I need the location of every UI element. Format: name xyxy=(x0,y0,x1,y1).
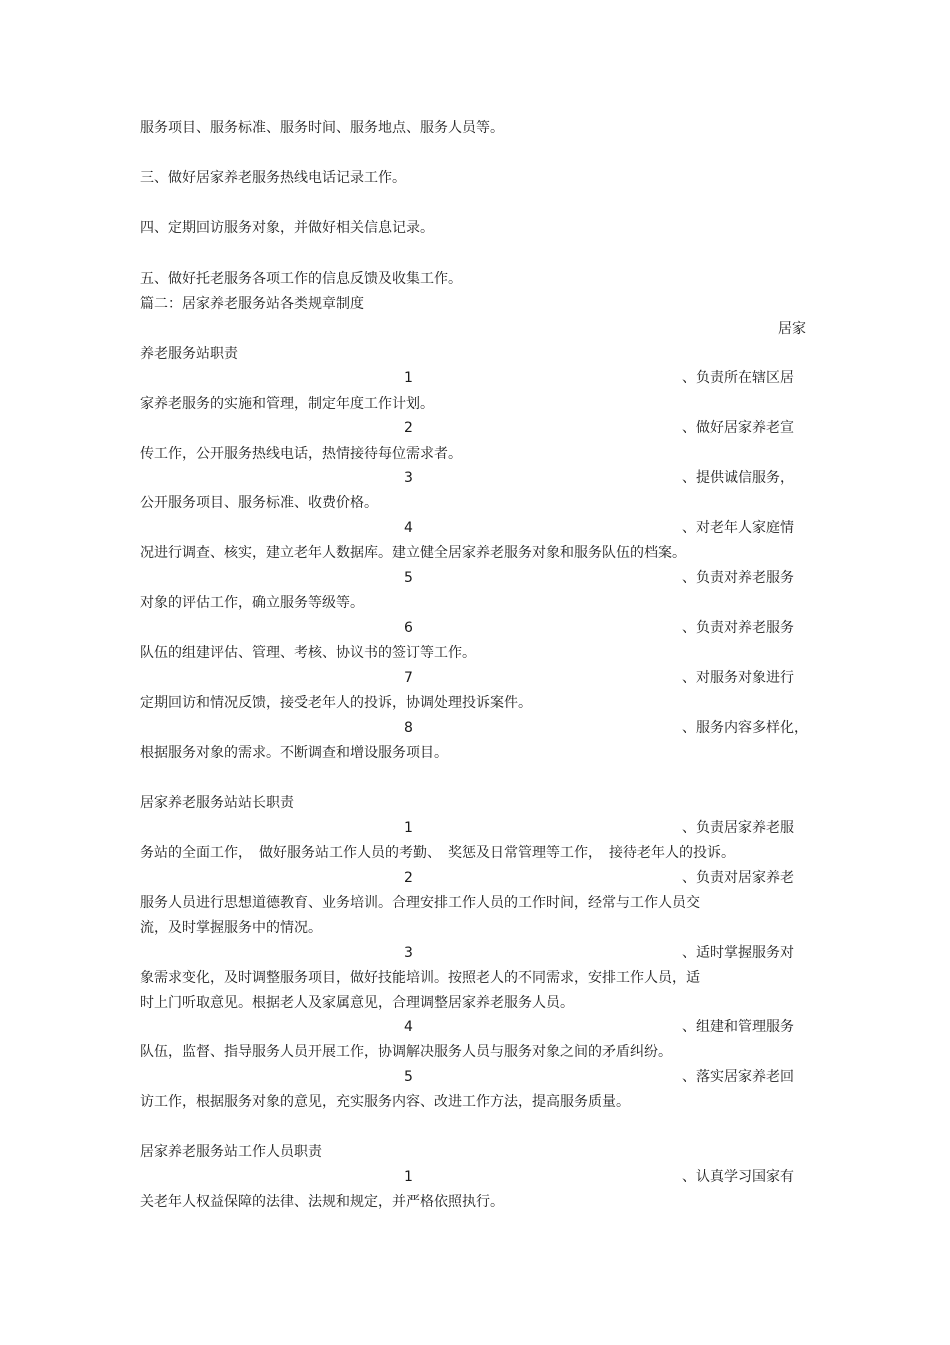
item-text: 服务人员进行思想道德教育、业务培训。合理安排工作人员的工作时间，经常与工作人员交 xyxy=(140,895,700,911)
item-text-right: 、对服务对象进行 xyxy=(682,670,794,686)
item-number: 1 xyxy=(404,1169,413,1185)
item-number: 2 xyxy=(404,420,413,436)
item-text: 根据服务对象的需求。不断调查和增设服务项目。 xyxy=(140,745,448,761)
item-number: 2 xyxy=(404,870,413,886)
item-text-right: 、负责对养老服务 xyxy=(682,620,794,636)
item-number: 5 xyxy=(404,1069,413,1085)
text-line: 五、做好托老服务各项工作的信息反馈及收集工作。 xyxy=(140,271,462,287)
section-title: 养老服务站职责 xyxy=(140,346,238,362)
section-title: 居家养老服务站站长职责 xyxy=(140,795,294,811)
item-text: 流，及时掌握服务中的情况。 xyxy=(140,920,322,936)
item-text-right: 、负责所在辖区居 xyxy=(682,370,794,386)
item-text-right: 、负责居家养老服 xyxy=(682,820,794,836)
item-text: 况进行调查、核实，建立老年人数据库。建立健全居家养老服务对象和服务队伍的档案。 xyxy=(140,545,686,561)
item-text: 时上门听取意见。根据老人及家属意见，合理调整居家养老服务人员。 xyxy=(140,995,574,1011)
text-line: 四、定期回访服务对象，并做好相关信息记录。 xyxy=(140,220,434,236)
item-number: 4 xyxy=(404,520,413,536)
section-title-part: 居家 xyxy=(778,321,806,337)
item-text: 家养老服务的实施和管理，制定年度工作计划。 xyxy=(140,396,434,412)
item-text: 访工作，根据服务对象的意见，充实服务内容、改进工作方法，提高服务质量。 xyxy=(140,1094,630,1110)
item-text: 队伍的组建评估、管理、考核、协议书的签订等工作。 xyxy=(140,645,476,661)
item-text-right: 、落实居家养老回 xyxy=(682,1069,794,1085)
item-text: 关老年人权益保障的法律、法规和规定，并严格依照执行。 xyxy=(140,1194,504,1210)
item-text: 务站的全面工作， 做好服务站工作人员的考勤、 奖惩及日常管理等工作， 接待老年人的投诉。 xyxy=(140,845,735,861)
section-title: 居家养老服务站工作人员职责 xyxy=(140,1144,322,1160)
item-text: 队伍，监督、指导服务人员开展工作，协调解决服务人员与服务对象之间的矛盾纠纷。 xyxy=(140,1044,672,1060)
item-text: 对象的评估工作，确立服务等级等。 xyxy=(140,595,364,611)
item-text: 传工作，公开服务热线电话，热情接待每位需求者。 xyxy=(140,446,462,462)
item-text: 公开服务项目、服务标准、收费价格。 xyxy=(140,495,378,511)
item-number: 1 xyxy=(404,370,413,386)
item-number: 5 xyxy=(404,570,413,586)
item-number: 6 xyxy=(404,620,413,636)
item-text-right: 、组建和管理服务 xyxy=(682,1019,794,1035)
item-text-right: 、对老年人家庭情 xyxy=(682,520,794,536)
item-number: 4 xyxy=(404,1019,413,1035)
chapter-heading: 篇二：居家养老服务站各类规章制度 xyxy=(140,296,364,312)
item-number: 7 xyxy=(404,670,413,686)
item-text: 象需求变化，及时调整服务项目，做好技能培训。按照老人的不同需求，安排工作人员，适 xyxy=(140,970,700,986)
item-number: 8 xyxy=(404,720,413,736)
item-number: 3 xyxy=(404,470,413,486)
item-text-right: 、提供诚信服务， xyxy=(682,470,794,486)
item-number: 1 xyxy=(404,820,413,836)
item-text: 定期回访和情况反馈，接受老年人的投诉，协调处理投诉案件。 xyxy=(140,695,532,711)
item-text-right: 、负责对养老服务 xyxy=(682,570,794,586)
item-text-right: 、做好居家养老宣 xyxy=(682,420,794,436)
text-line: 服务项目、服务标准、服务时间、服务地点、服务人员等。 xyxy=(140,120,504,136)
item-text-right: 、认真学习国家有 xyxy=(682,1169,794,1185)
item-text-right: 、负责对居家养老 xyxy=(682,870,794,886)
item-text-right: 、适时掌握服务对 xyxy=(682,945,794,961)
item-number: 3 xyxy=(404,945,413,961)
text-line: 三、做好居家养老服务热线电话记录工作。 xyxy=(140,170,406,186)
item-text-right: 、服务内容多样化， xyxy=(682,720,808,736)
